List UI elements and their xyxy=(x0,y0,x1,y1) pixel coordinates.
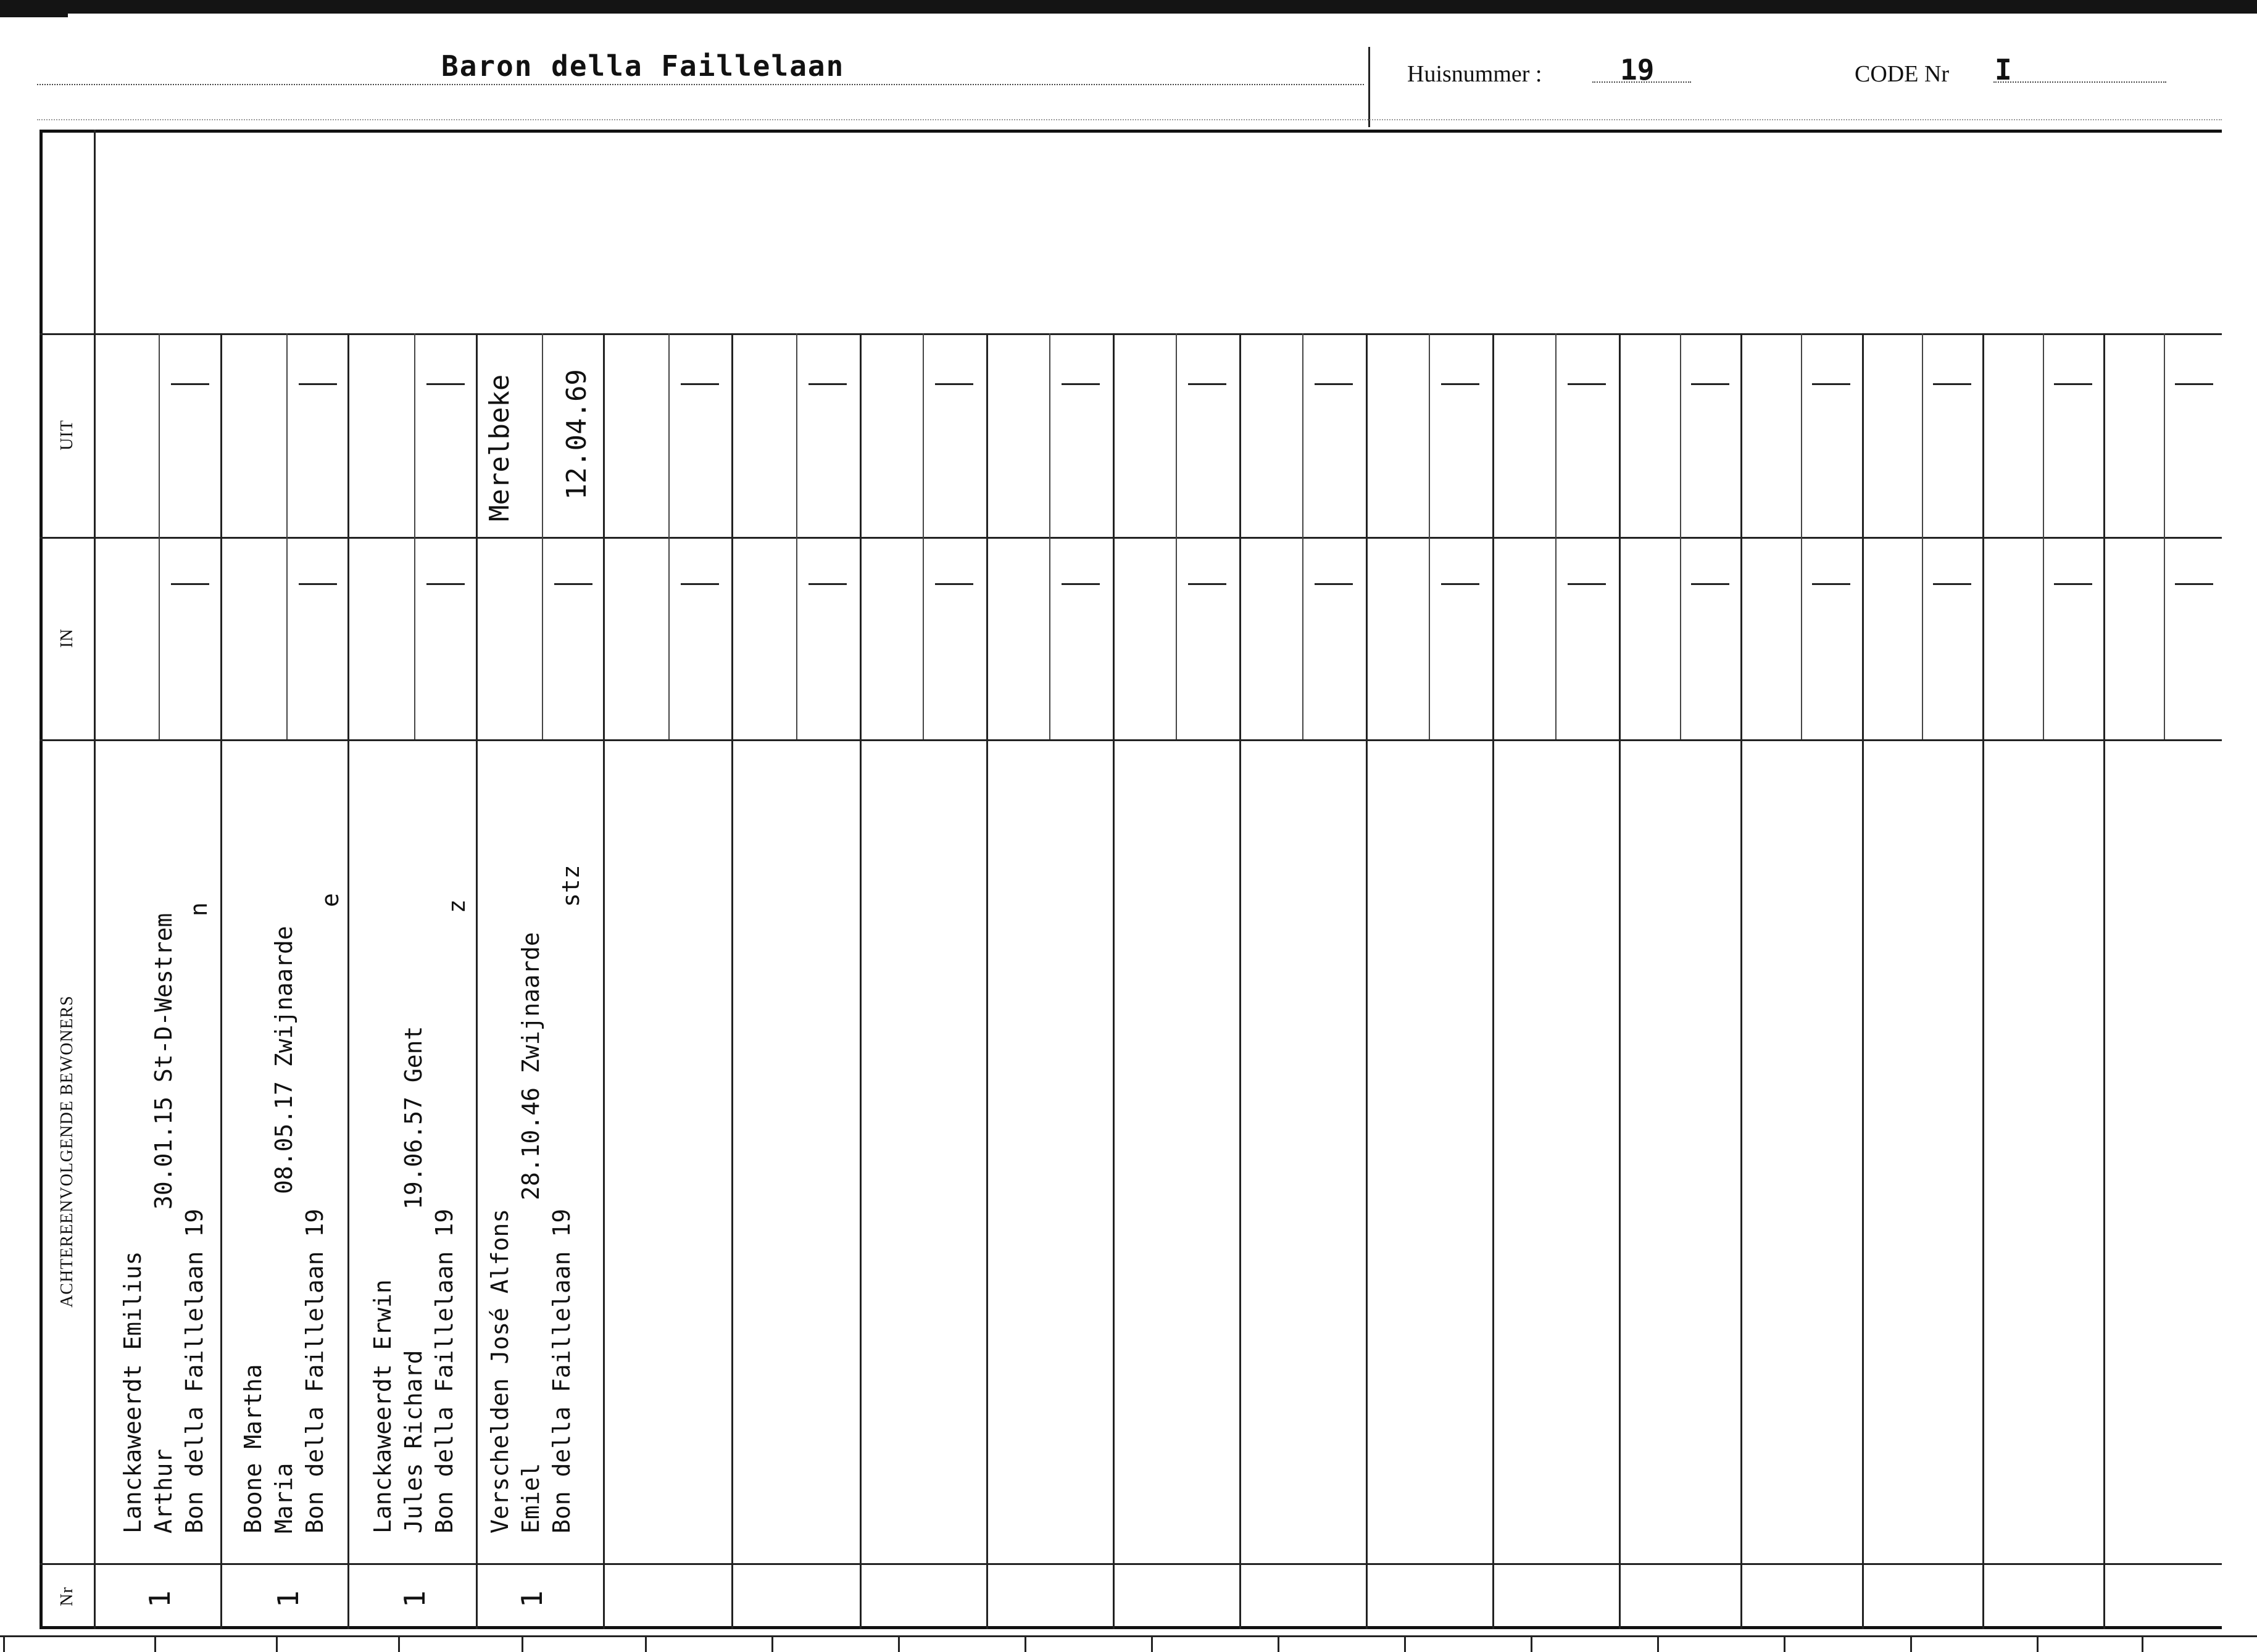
col-divider xyxy=(476,333,478,1629)
in-empty-dash xyxy=(808,583,847,585)
resident-4-birth: 28.10.46 Zwijnaarde xyxy=(517,932,544,1200)
in-empty-dash xyxy=(1691,583,1729,585)
sub-col-divider xyxy=(2164,333,2165,739)
in-empty-dash xyxy=(299,583,337,585)
uit-empty-dash xyxy=(808,383,847,385)
resident-1-address: Bon della Faillelaan 19 xyxy=(181,1208,208,1534)
resident-1-name-2: Arthur xyxy=(150,1448,177,1534)
uit-empty-dash xyxy=(935,383,973,385)
in-empty-dash xyxy=(1315,583,1353,585)
tick xyxy=(1151,1635,1153,1652)
col-divider xyxy=(1619,333,1621,1629)
sub-col-divider xyxy=(1049,333,1050,739)
resident-3-name-2: Jules Richard xyxy=(400,1350,427,1534)
in-empty-dash xyxy=(935,583,973,585)
tick xyxy=(1910,1635,1912,1652)
header-divider xyxy=(1368,47,1370,127)
tick xyxy=(771,1635,773,1652)
top-edge-corner xyxy=(0,14,68,17)
sub-col-divider xyxy=(1555,333,1557,739)
resident-4-name: Verschelden José Alfons xyxy=(486,1208,513,1534)
sub-col-divider xyxy=(796,333,797,739)
huisnummer-label: Huisnummer : xyxy=(1407,61,1542,87)
uit-empty-dash xyxy=(1812,383,1850,385)
col-divider xyxy=(2103,333,2105,1629)
resident-3-note: z xyxy=(443,899,470,913)
uit-empty-dash xyxy=(171,383,209,385)
code-nr-dotted-line xyxy=(1993,81,2166,83)
sub-col-divider xyxy=(1302,333,1303,739)
in-empty-dash xyxy=(1568,583,1606,585)
resident-4-nr: 1 xyxy=(515,1590,549,1608)
tick xyxy=(645,1635,647,1652)
col-divider xyxy=(1366,333,1368,1629)
uit-empty-dash xyxy=(1062,383,1100,385)
col-divider xyxy=(1492,333,1494,1629)
bewoners-label: ACHTEREENVOLGENDE BEWONERS xyxy=(57,995,77,1308)
in-label: IN xyxy=(57,628,77,648)
tick xyxy=(1657,1635,1659,1652)
resident-4-address: Bon della Faillelaan 19 xyxy=(548,1208,575,1534)
code-nr-label: CODE Nr xyxy=(1855,61,1950,87)
uit-empty-dash xyxy=(681,383,719,385)
tick xyxy=(522,1635,523,1652)
resident-2-address: Bon della Faillelaan 19 xyxy=(301,1208,328,1534)
resident-1-nr: 1 xyxy=(143,1590,177,1608)
uit-empty-dash xyxy=(1691,383,1729,385)
sub-col-divider xyxy=(414,333,415,739)
uit-empty-dash xyxy=(1188,383,1226,385)
resident-2-name-2: Maria xyxy=(270,1463,297,1534)
uit-empty-dash xyxy=(1441,383,1479,385)
sub-col-divider xyxy=(1176,333,1177,739)
uit-empty-dash xyxy=(2054,383,2092,385)
uit-empty-dash xyxy=(426,383,465,385)
resident-3-address: Bon della Faillelaan 19 xyxy=(431,1208,458,1534)
in-top-line xyxy=(39,537,2222,539)
col-divider xyxy=(347,333,349,1629)
col-divider xyxy=(986,333,988,1629)
sub-col-divider xyxy=(2043,333,2044,739)
in-empty-dash xyxy=(1812,583,1850,585)
sub-col-divider xyxy=(159,333,160,739)
tick xyxy=(3,1635,5,1652)
in-empty-dash xyxy=(1188,583,1226,585)
resident-2-birth: 08.05.17 Zwijnaarde xyxy=(270,926,297,1194)
uit-empty-dash xyxy=(2175,383,2213,385)
in-empty-dash xyxy=(171,583,209,585)
in-empty-dash xyxy=(2175,583,2213,585)
tick xyxy=(398,1635,400,1652)
col-divider xyxy=(1239,333,1241,1629)
uit-empty-dash xyxy=(1933,383,1971,385)
in-empty-dash xyxy=(554,583,592,585)
resident-1-note: n xyxy=(185,902,212,916)
in-empty-dash xyxy=(1933,583,1971,585)
nr-label: Nr xyxy=(57,1586,77,1606)
sub-col-divider xyxy=(1429,333,1430,739)
resident-2-name: Boone Martha xyxy=(239,1364,267,1534)
top-edge-bar xyxy=(0,0,2257,14)
tick xyxy=(898,1635,900,1652)
uit-place: Merelbeke xyxy=(484,374,515,521)
sub-col-divider xyxy=(923,333,924,739)
col-divider xyxy=(1982,333,1984,1629)
bewoners-top-line xyxy=(39,739,2222,741)
resident-3-name: Lanckaweerdt Erwin xyxy=(369,1279,396,1534)
huisnummer-value: 19 xyxy=(1620,53,1655,86)
resident-3-nr: 1 xyxy=(398,1590,431,1608)
col-divider xyxy=(1113,333,1115,1629)
sub-col-divider xyxy=(1680,333,1681,739)
col-divider xyxy=(1740,333,1742,1629)
sub-col-divider xyxy=(668,333,670,739)
col-divider xyxy=(220,333,222,1629)
tick xyxy=(1404,1635,1406,1652)
resident-3-birth: 19.06.57 Gent xyxy=(400,1026,427,1210)
tick xyxy=(2037,1635,2039,1652)
resident-1-name: Lanckaweerdt Emilius xyxy=(119,1251,146,1534)
in-empty-dash xyxy=(681,583,719,585)
uit-top-line xyxy=(39,333,2222,335)
col-divider xyxy=(1862,333,1864,1629)
street-name: Baron della Faillelaan xyxy=(441,49,845,83)
register-grid xyxy=(39,130,2222,1629)
tick xyxy=(1531,1635,1532,1652)
nr-top-line xyxy=(39,1563,2222,1565)
code-nr-value: I xyxy=(1995,53,2012,86)
tick xyxy=(2142,1635,2143,1652)
in-empty-dash xyxy=(1062,583,1100,585)
in-empty-dash xyxy=(1441,583,1479,585)
header-sub-line xyxy=(37,119,2222,120)
col-divider xyxy=(860,333,862,1629)
sub-col-divider xyxy=(542,333,543,739)
col-divider xyxy=(731,333,733,1629)
sub-col-divider xyxy=(286,333,288,739)
resident-1-birth: 30.01.15 St-D-Westrem xyxy=(150,913,177,1210)
tick xyxy=(1025,1635,1026,1652)
tick xyxy=(276,1635,278,1652)
uit-empty-dash xyxy=(1315,383,1353,385)
uit-label: UIT xyxy=(57,420,77,450)
tick xyxy=(1784,1635,1785,1652)
resident-2-note: e xyxy=(317,893,344,907)
resident-4-note: stz xyxy=(557,865,584,907)
resident-4-name-2: Emiel xyxy=(517,1463,544,1534)
sub-col-divider xyxy=(1922,333,1923,739)
uit-date: 12.04.69 xyxy=(561,369,592,500)
resident-2-nr: 1 xyxy=(272,1590,305,1608)
bottom-tick-strip xyxy=(0,1635,2257,1652)
uit-empty-dash xyxy=(299,383,337,385)
in-empty-dash xyxy=(426,583,465,585)
col-divider xyxy=(603,333,605,1629)
uit-empty-dash xyxy=(1568,383,1606,385)
sub-col-divider xyxy=(1801,333,1802,739)
tick xyxy=(1278,1635,1279,1652)
in-empty-dash xyxy=(2054,583,2092,585)
tick xyxy=(154,1635,156,1652)
